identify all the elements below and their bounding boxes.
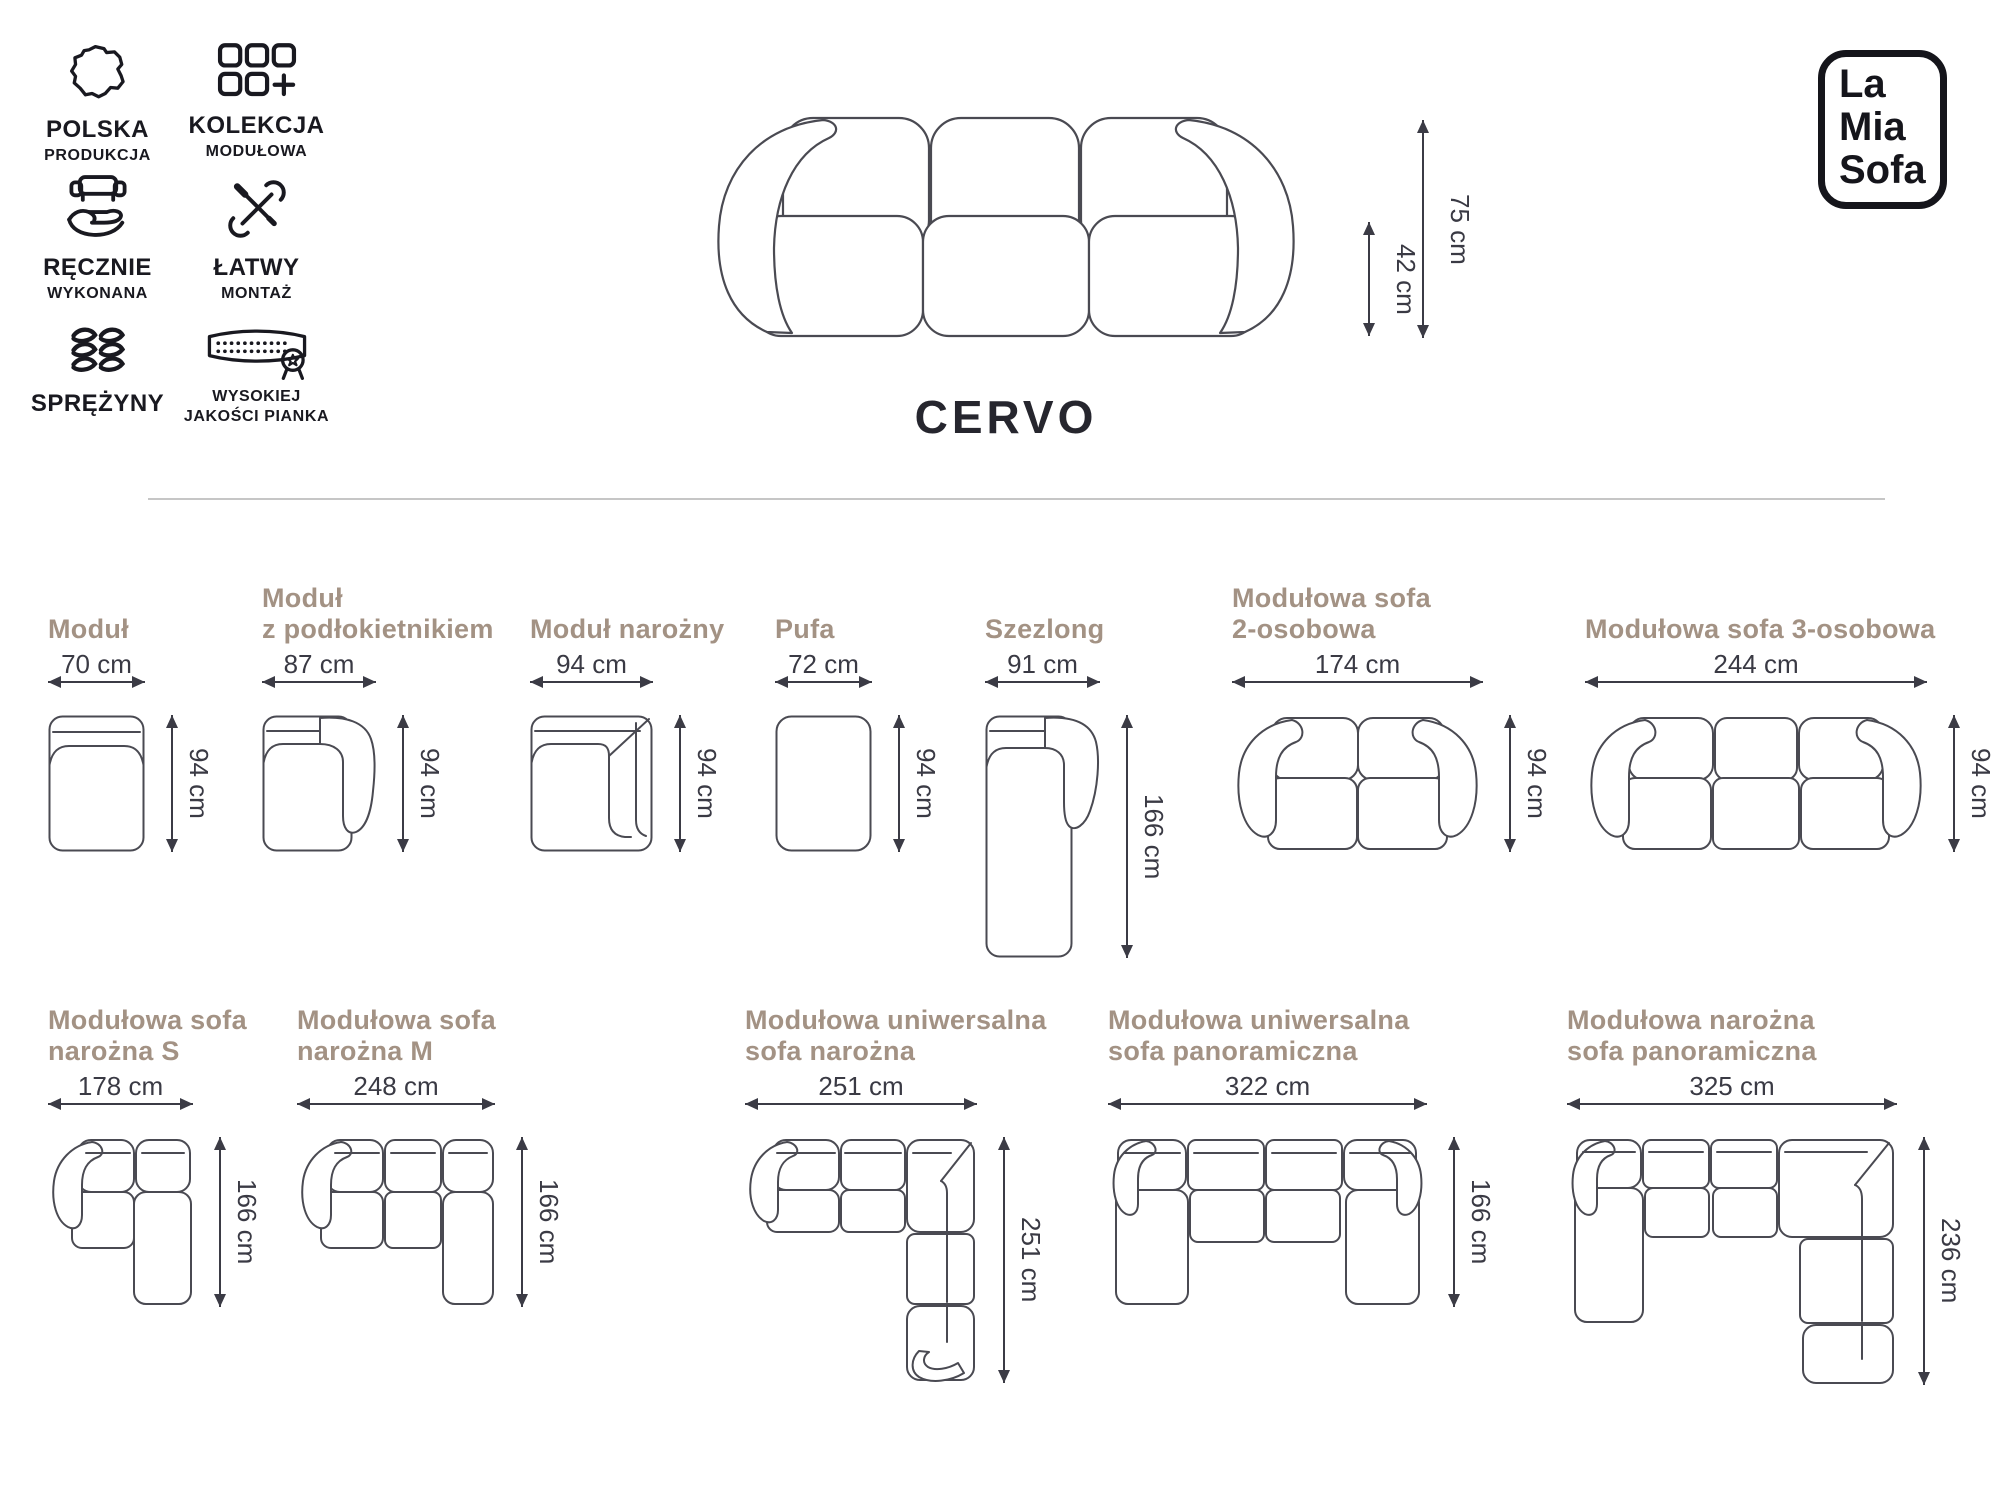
width-dimension: 248 cm <box>297 1071 495 1105</box>
collection-title: CERVO <box>914 391 1098 443</box>
height-dimension: 236 cm <box>1923 1137 1966 1385</box>
module-card-sofa-3-osobowa <box>1585 565 1996 852</box>
badge-sublabel: WYKONANA <box>47 285 148 302</box>
total-height-arrow <box>1422 120 1424 338</box>
badge-label: SPRĘŻYNY <box>30 390 165 417</box>
module-title: Modułowa sofa narożna M <box>297 1005 496 1066</box>
height-dimension: 166 cm <box>1126 715 1169 958</box>
feature-badges <box>20 40 334 426</box>
badge-sprezyny <box>20 322 175 426</box>
foam-icon <box>193 322 321 382</box>
width-dimension: 94 cm <box>530 649 653 683</box>
width-dimension: 322 cm <box>1108 1071 1427 1105</box>
module-title: Modułowa narożna sofa panoramiczna <box>1567 1005 1817 1066</box>
height-dimension: 166 cm <box>1453 1137 1496 1307</box>
width-dimension: 72 cm <box>775 649 872 683</box>
width-dimension: 70 cm <box>48 649 145 683</box>
uniwersalna-panoramiczna-drawing <box>1108 1137 1427 1307</box>
module-card-narozna-panoramiczna <box>1567 987 1966 1385</box>
module-title: Moduł z podłokietnikiem <box>262 583 494 644</box>
badge-polska-produkcja <box>20 40 175 170</box>
badge-wysokiej-jakosci-pianka <box>179 322 334 426</box>
height-dimension: 94 cm <box>1953 715 1996 852</box>
module-title: Szezlong <box>985 614 1105 644</box>
badge-label: WYSOKIEJ <box>212 388 301 405</box>
la-mia-sofa-logo <box>1818 50 1947 209</box>
badge-label: ŁATWY <box>213 254 300 281</box>
module-card-modul-narozny <box>530 565 724 852</box>
modul-z-podlokietnikiem-drawing <box>262 715 376 852</box>
logo-line: Mia <box>1839 105 1906 149</box>
height-dimension: 166 cm <box>521 1137 564 1307</box>
width-dimension: 87 cm <box>262 649 376 683</box>
hero-sofa-drawing <box>695 108 1317 340</box>
divider-line <box>148 498 1885 500</box>
narozna-m-drawing <box>297 1137 495 1307</box>
szezlong-drawing <box>985 715 1100 958</box>
sofa-2-osobowa-drawing <box>1232 715 1483 852</box>
badge-latwy-montaz <box>179 170 334 322</box>
height-dimension: 94 cm <box>402 715 445 852</box>
badge-kolekcja-modulowa <box>179 40 334 170</box>
tools-icon <box>224 170 290 248</box>
module-title: Modułowa sofa 3-osobowa <box>1585 614 1936 644</box>
module-title: Moduł narożny <box>530 614 725 644</box>
sofa-3-osobowa-drawing <box>1585 715 1927 852</box>
modul-drawing <box>48 715 145 852</box>
seat-height-label: 42 cm <box>1391 243 1421 315</box>
module-title: Moduł <box>48 614 129 644</box>
modules-icon <box>215 40 299 106</box>
width-dimension: 178 cm <box>48 1071 193 1105</box>
badge-sublabel: PRODUKCJA <box>44 147 151 164</box>
module-card-uniwersalna-panoramiczna <box>1108 987 1496 1307</box>
height-dimension: 94 cm <box>898 715 941 852</box>
modul-narozny-drawing <box>530 715 653 852</box>
module-title: Modułowa uniwersalna sofa narożna <box>745 1005 1047 1066</box>
module-card-narozna-m <box>297 987 564 1307</box>
module-card-modul <box>48 565 214 852</box>
module-card-narozna-s <box>48 987 262 1307</box>
module-card-sofa-2-osobowa <box>1232 565 1552 852</box>
width-dimension: 91 cm <box>985 649 1100 683</box>
badge-label: POLSKA <box>45 116 149 143</box>
module-title: Pufa <box>775 614 835 644</box>
narozna-panoramiczna-drawing <box>1567 1137 1897 1385</box>
module-card-uniwersalna-narozna <box>745 987 1047 1383</box>
width-dimension: 244 cm <box>1585 649 1927 683</box>
module-card-pufa <box>775 565 941 852</box>
height-dimension: 94 cm <box>679 715 722 852</box>
badge-label: KOLEKCJA <box>188 112 325 139</box>
module-card-szezlong <box>985 565 1169 958</box>
width-dimension: 325 cm <box>1567 1071 1897 1105</box>
springs-icon <box>62 322 134 384</box>
module-title: Modułowa sofa 2-osobowa <box>1232 583 1431 644</box>
poland-map-icon <box>65 40 131 110</box>
narozna-s-drawing <box>48 1137 193 1307</box>
module-card-modul-z-podlokietnikiem <box>262 565 494 852</box>
badge-recznie-wykonana <box>20 170 175 322</box>
badge-label: RĘCZNIE <box>43 254 152 281</box>
logo-line: Sofa <box>1839 148 1926 192</box>
uniwersalna-narozna-drawing <box>745 1137 977 1383</box>
logo-line: La <box>1839 62 1886 106</box>
pufa-drawing <box>775 715 872 852</box>
badge-sublabel: MONTAŻ <box>221 285 292 302</box>
module-title: Modułowa sofa narożna S <box>48 1005 247 1066</box>
badge-sublabel: JAKOŚCI PIANKA <box>183 408 330 425</box>
width-dimension: 251 cm <box>745 1071 977 1105</box>
height-dimension: 251 cm <box>1003 1137 1046 1383</box>
height-dimension: 94 cm <box>171 715 214 852</box>
total-height-label: 75 cm <box>1445 193 1475 265</box>
handmade-icon <box>60 170 136 248</box>
height-dimension: 166 cm <box>219 1137 262 1307</box>
seat-height-arrow <box>1368 222 1370 336</box>
height-dimension: 94 cm <box>1509 715 1552 852</box>
module-title: Modułowa uniwersalna sofa panoramiczna <box>1108 1005 1410 1066</box>
badge-sublabel: MODUŁOWA <box>205 143 308 160</box>
width-dimension: 174 cm <box>1232 649 1483 683</box>
